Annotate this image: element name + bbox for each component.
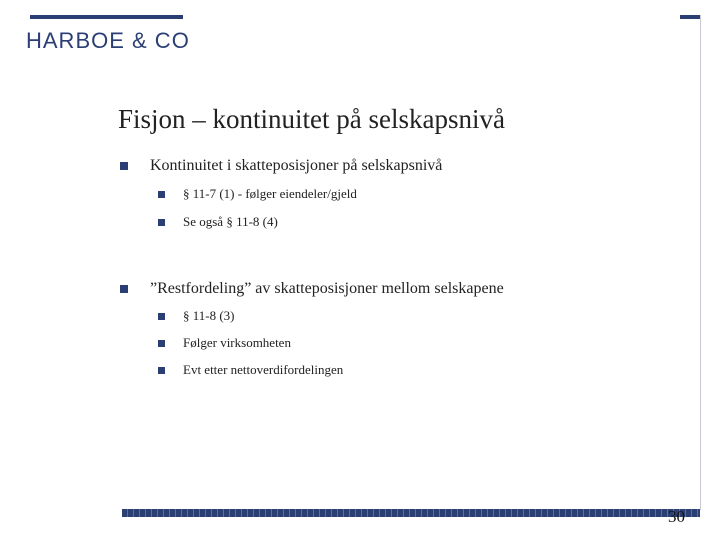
sub-bullet-text: Evt etter nettoverdifordelingen [183, 362, 344, 377]
company-logo: HARBOE & CO [26, 28, 190, 53]
bullet-text: Kontinuitet i skatteposisjoner på selskapsnivå [150, 157, 443, 174]
bullet-item [120, 280, 504, 298]
sub-bullet-item [158, 186, 357, 202]
sub-bullet-text: § 11-7 (1) - følger eiendeler/gjeld [183, 186, 357, 201]
sub-bullet-item [158, 362, 343, 378]
slide-title: Fisjon – kontinuitet på selskapsnivå [118, 104, 505, 134]
square-bullet-icon [120, 285, 128, 293]
right-border-line [700, 15, 701, 510]
header-rule-left [30, 15, 183, 19]
bullet-item [120, 157, 442, 175]
sub-bullet-item [158, 335, 291, 351]
sub-bullet-text: Følger virksomheten [183, 335, 291, 350]
bullet-text: ”Restfordeling” av skatteposisjoner mellom selskapene [150, 280, 504, 297]
sub-bullet-item [158, 214, 278, 230]
sub-bullet-text: Se også § 11-8 (4) [183, 214, 278, 229]
footer-bar [122, 509, 700, 517]
square-bullet-icon [158, 191, 165, 198]
square-bullet-icon [120, 162, 128, 170]
square-bullet-icon [158, 367, 165, 374]
square-bullet-icon [158, 340, 165, 347]
sub-bullet-text: § 11-8 (3) [183, 308, 235, 323]
square-bullet-icon [158, 313, 165, 320]
sub-bullet-item [158, 308, 235, 324]
square-bullet-icon [158, 219, 165, 226]
page-number: 30 [668, 507, 685, 526]
header-rule-right [680, 15, 700, 19]
